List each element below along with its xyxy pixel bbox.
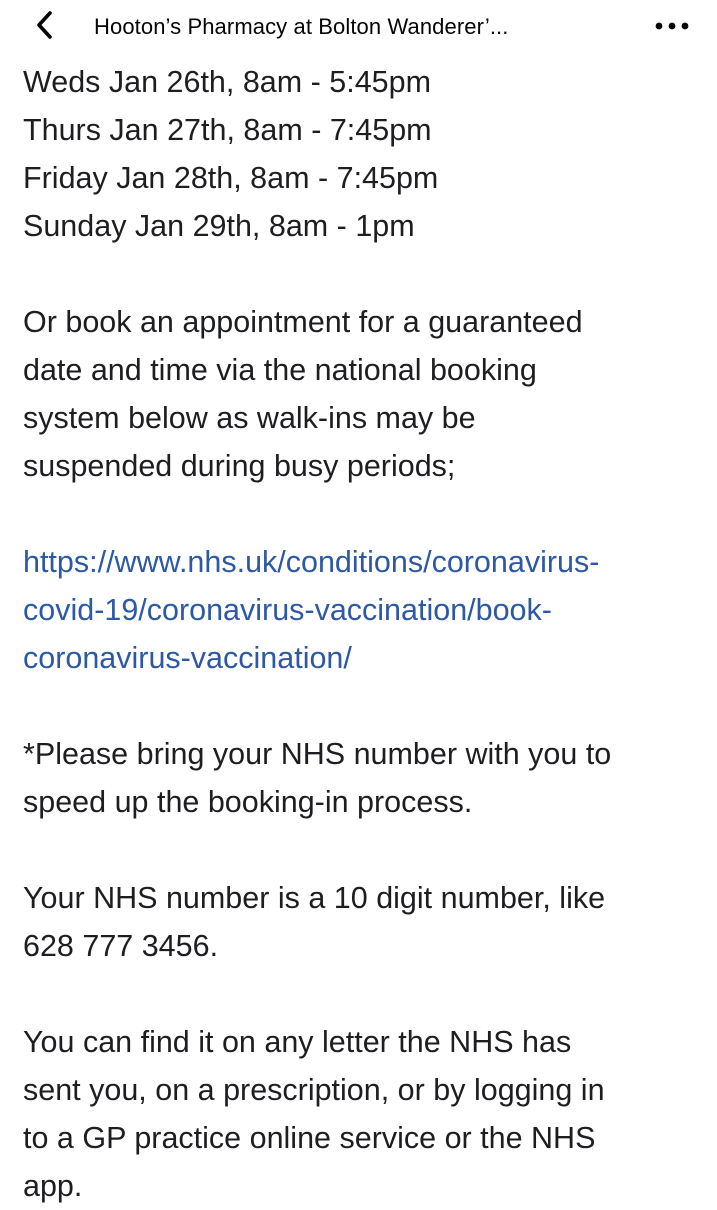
- booking-text-line: Or book an appointment for a guaranteed: [23, 305, 583, 339]
- booking-link-line[interactable]: coronavirus-vaccination/: [23, 641, 352, 675]
- find-info-line: sent you, on a prescription, or by logging in: [23, 1073, 605, 1107]
- booking-text-line: date and time via the national booking: [23, 353, 537, 387]
- chevron-left-icon: [35, 10, 55, 40]
- post-body: [23, 58, 703, 1210]
- paragraph-gap: [23, 826, 703, 874]
- paragraph-gap: [23, 490, 703, 538]
- booking-text-line: system below as walk-ins may be: [23, 401, 476, 435]
- paragraph-gap: [23, 250, 703, 298]
- find-number-paragraph: [23, 1018, 703, 1210]
- nhs-reminder-paragraph: [23, 730, 703, 826]
- more-horizontal-icon: [652, 20, 692, 32]
- paragraph-gap: [23, 970, 703, 1018]
- top-nav-bar: [0, 0, 717, 52]
- booking-link-line[interactable]: https://www.nhs.uk/conditions/coronavirus-: [23, 545, 600, 579]
- booking-paragraph: [23, 298, 703, 490]
- reminder-line: *Please bring your NHS number with you to: [23, 737, 612, 771]
- schedule-item: Weds Jan 26th, 8am - 5:45pm: [23, 65, 432, 99]
- more-options-button[interactable]: [647, 10, 697, 42]
- reminder-line: speed up the booking-in process.: [23, 785, 473, 819]
- find-info-line: You can find it on any letter the NHS has: [23, 1025, 572, 1059]
- nhs-number-line: Your NHS number is a 10 digit number, like: [23, 881, 606, 915]
- booking-link-line[interactable]: covid-19/coronavirus-vaccination/book-: [23, 593, 552, 627]
- paragraph-gap: [23, 682, 703, 730]
- page-title: Hooton’s Pharmacy at Bolton Wanderer’...: [94, 14, 509, 39]
- schedule-item: Sunday Jan 29th, 8am - 1pm: [23, 209, 415, 243]
- schedule-list: [23, 58, 703, 250]
- schedule-item: Friday Jan 28th, 8am - 7:45pm: [23, 161, 439, 195]
- schedule-item: Thurs Jan 27th, 8am - 7:45pm: [23, 113, 432, 147]
- nhs-number-paragraph: [23, 874, 703, 970]
- back-button[interactable]: [28, 8, 62, 42]
- booking-link[interactable]: [23, 538, 703, 682]
- find-info-line: app.: [23, 1169, 83, 1203]
- booking-text-line: suspended during busy periods;: [23, 449, 456, 483]
- nhs-number-line: 628 777 3456.: [23, 929, 219, 963]
- find-info-line: to a GP practice online service or the NHS: [23, 1121, 596, 1155]
